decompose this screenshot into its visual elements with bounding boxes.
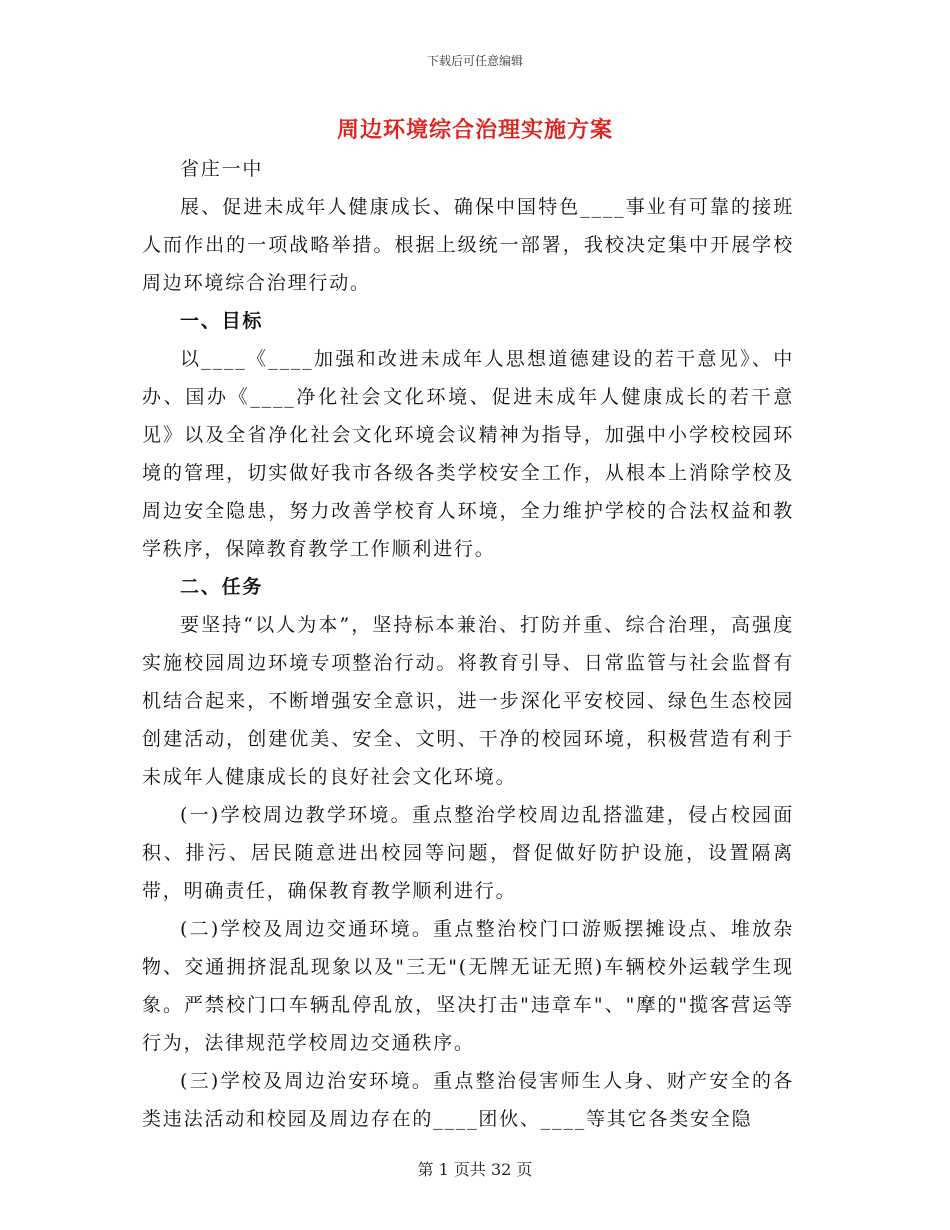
section-heading-goals: 一、目标 [180, 310, 264, 332]
document-title: 周边环境综合治理实施方案 [336, 117, 613, 143]
paragraph-task-1: (一)学校周边教学环境。重点整治学校周边乱搭滥建，侵占校园面积、排污、居民随意进出校园等问题，督促做好防护设施，设置隔离带，明确责任，确保教育教学顺利进行。 [142, 804, 794, 902]
paragraph-task-3: (三)学校及周边治安环境。重点整治侵害师生人身、财产安全的各类违法活动和校园及周边存在的____团伙、____等其它各类安全隐 [142, 1070, 794, 1130]
paragraph-goals: 以____《____加强和改进未成年人思想道德建设的若干意见》、中办、国办《____净化社会文化环境、促进未成年人健康成长的若干意见》以及全省净化社会文化环境会议精神为指导，加强中小学校校园环境的管理，切实做好我市各级各类学校安全工作，从根本上消除学校及周边安全隐患，努力改善学校育人环境，全力维护学校的合法权益和教学秩序，保障教育教学工作顺利进行。 [142, 348, 794, 560]
document-body [142, 150, 794, 1138]
section-heading-tasks: 二、任务 [180, 576, 264, 598]
page-header-note: 下载后可任意编辑 [426, 54, 523, 68]
paragraph-tasks: 要坚持“以人为本”，坚持标本兼治、打防并重、综合治理，高强度实施校园周边环境专项整治行动。将教育引导、日常监管与社会监督有机结合起来，不断增强安全意识，进一步深化平安校园、绿色生态校园创建活动，创建优美、安全、文明、干净的校园环境，积极营造有利于未成年人健康成长的良好社会文化环境。 [142, 614, 794, 788]
paragraph-task-2: (二)学校及周边交通环境。重点整治校门口游贩摆摊设点、堆放杂物、交通拥挤混乱现象以及"三无"(无牌无证无照)车辆校外运载学生现象。严禁校门口车辆乱停乱放，坚决打击"违章车"、"摩的"揽客营运等行为，法律规范学校周边交通秩序。 [142, 918, 794, 1054]
paragraph-intro: 展、促进未成年人健康成长、确保中国特色____事业有可靠的接班人而作出的一项战略举措。根据上级统一部署，我校决定集中开展学校周边环境综合治理行动。 [142, 196, 794, 294]
author-line: 省庄一中 [180, 158, 264, 180]
page-number: 第 1 页共 32 页 [417, 1160, 533, 1179]
